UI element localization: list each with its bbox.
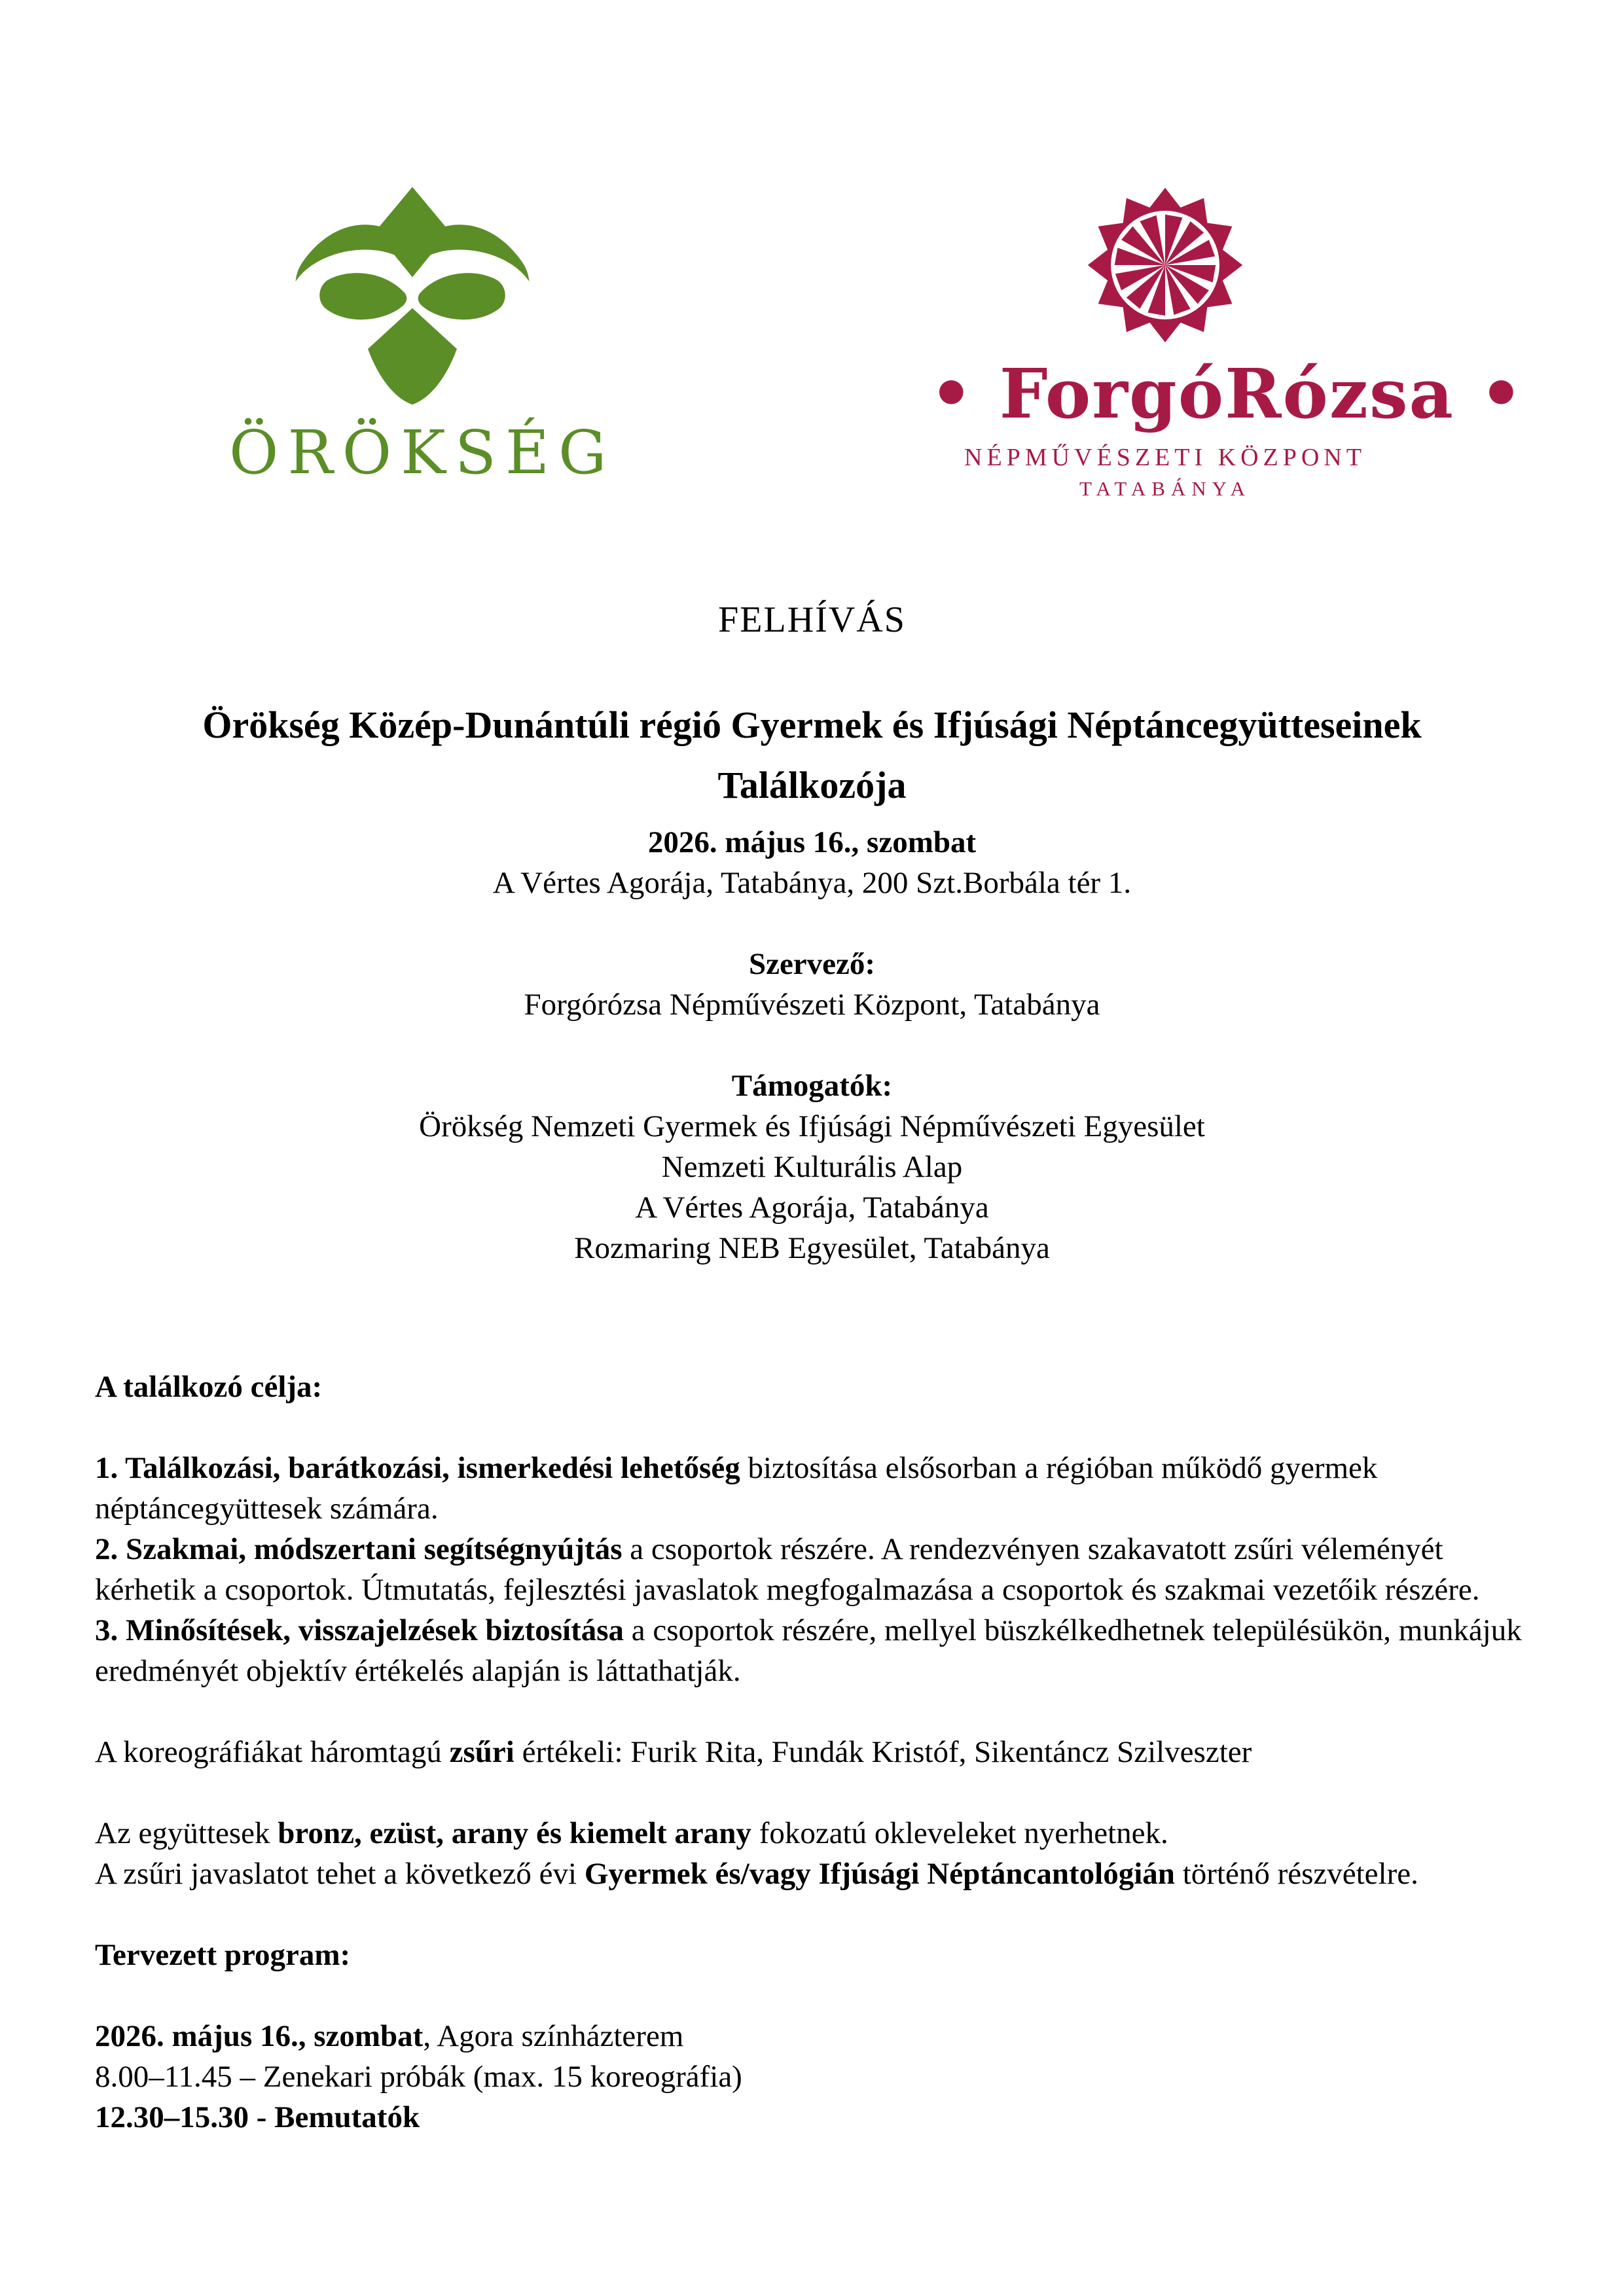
call-title: FELHÍVÁS (718, 600, 906, 640)
goal-paragraph-2: 2. Szakmai, módszertani segítségnyújtás a csoportok részére. A rendezvényen szakavatott zsűri véleményét kérhetik a csoportok. Útmutatás, fejlesztési javaslatok megfogalmazása a csoportok és szakmai vezetőik részére. (95, 1532, 1480, 1607)
supporter-item: Rozmaring NEB Egyesület, Tatabánya (574, 1231, 1050, 1265)
program-heading: Tervezett program: (95, 1938, 351, 1972)
event-venue: A Vértes Agorája, Tatabánya, 200 Szt.Borbála tér 1. (492, 866, 1132, 900)
purpose-heading: A találkozó célja: (95, 1370, 323, 1404)
program-line-1: 2026. május 16., szombat, Agora színházterem (95, 2019, 684, 2053)
program-line-3: 12.30–15.30 - Bemutatók (95, 2100, 420, 2134)
supporter-item: Örökség Nemzeti Gyermek és Ifjúsági Népművészeti Egyesület (419, 1109, 1205, 1143)
jury-line: A koreográfiákat háromtagú zsűri értékeli: Furik Rita, Fundák Kristóf, Sikentáncz Szilveszter (95, 1735, 1252, 1769)
awards-line: Az együttesek bronz, ezüst, arany és kiemelt arany fokozatú okleveleket nyerhetnek. (95, 1816, 1168, 1850)
supporter-item: Nemzeti Kulturális Alap (661, 1150, 963, 1184)
event-date: 2026. május 16., szombat (647, 825, 977, 859)
organizer-name: Forgórózsa Népművészeti Központ, Tatabánya (524, 988, 1100, 1022)
forgorozsa-logo-city: TATABÁNYA (1079, 477, 1252, 500)
right-dot: • (1479, 353, 1525, 434)
forgorozsa-logo-wordmark: • ForgóRózsa • (929, 353, 1525, 434)
program-line-2: 8.00–11.45 – Zenekari próbák (max. 15 koreográfia) (95, 2060, 742, 2094)
goal-paragraph-3: 3. Minősítések, visszajelzések biztosítása a csoportok részére, mellyel büszkélkedhetnek településükön, munkájuk eredményét objektív értékelés alapján is láttathatják. (95, 1613, 1522, 1688)
event-title (95, 695, 1529, 816)
antology-paragraph: A zsűri javaslatot tehet a következő évi Gyermek és/vagy Ifjúsági Néptáncantológián történő részvételre. (95, 1857, 1418, 1891)
supporters-label: Támogatók: (731, 1069, 893, 1103)
forgorozsa-logo-subtitle: NÉPMŰVÉSZETI KÖZPONT (964, 444, 1366, 471)
event-title-line-1: Örökség Közép-Dunántúli régió Gyermek és Ifjúsági Néptáncegyütteseinek (202, 704, 1422, 746)
event-title-line-2: Találkozója (717, 764, 907, 806)
supporter-item: A Vértes Agorája, Tatabánya (635, 1191, 989, 1225)
goal-paragraph-1: 1. Találkozási, barátkozási, ismerkedési lehetőség biztosítása elsősorban a régióban működő gyermek néptáncegyüttesek számára. (95, 1451, 1378, 1526)
left-dot: • (929, 353, 975, 434)
orokseg-logo-wordmark: ÖRÖKSÉG (229, 418, 616, 488)
organizer-label: Szervező: (748, 947, 876, 981)
